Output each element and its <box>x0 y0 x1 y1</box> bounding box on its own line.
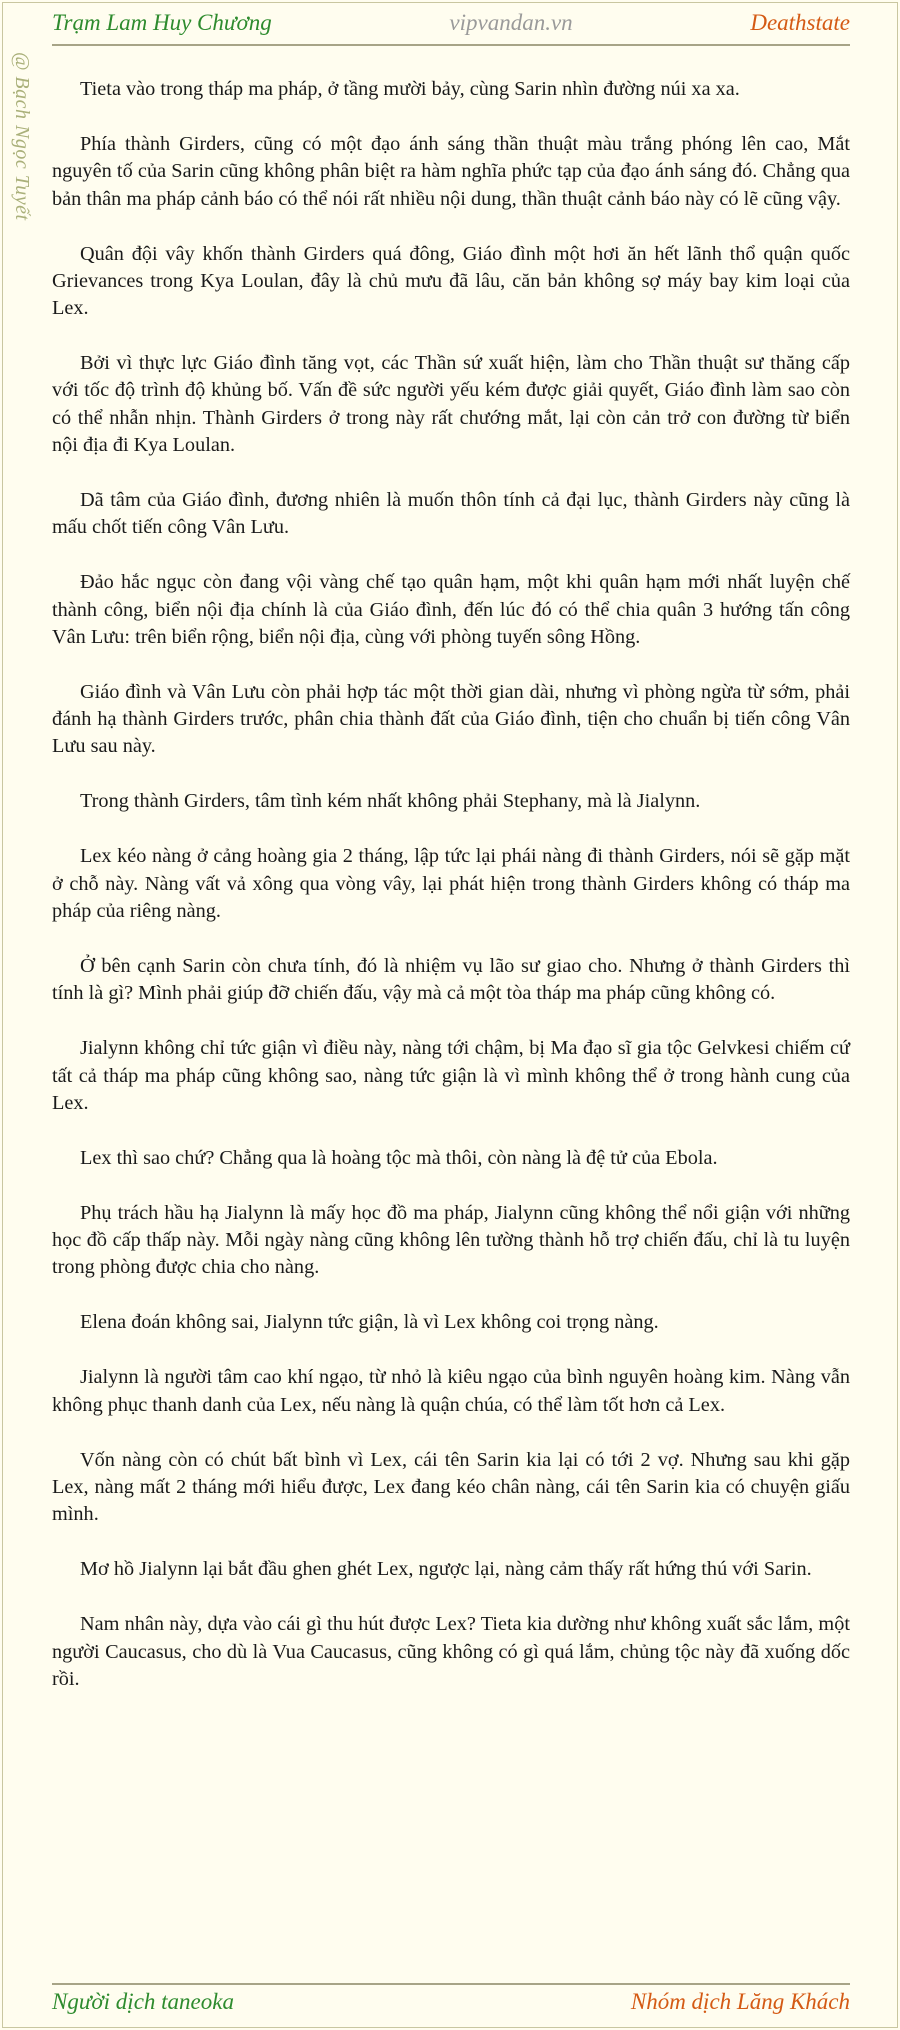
paragraph: Jialynn là người tâm cao khí ngạo, từ nhỏ là kiêu ngạo của bình nguyên hoàng kim. Nàng vẫn không phục thanh danh của Lex, nếu nàng là quận chúa, có thể làm tốt hơn cả Lex. <box>52 1366 850 1416</box>
paragraph: Phía thành Girders, cũng có một đạo ánh sáng thần thuật màu trắng phóng lên cao, Mắt nguyên tố của Sarin cũng không phân biệt ra hàm nghĩa phức tạp của đạo ánh sáng đó. Chẳng qua bản thân ma pháp cảnh báo có thể nói rất nhiều nội dung, thần thuật cảnh báo này có lẽ cũng vậy. <box>52 132 850 210</box>
chapter-text <box>52 76 850 1721</box>
paragraph: Lex kéo nàng ở cảng hoàng gia 2 tháng, lập tức lại phái nàng đi thành Girders, nói sẽ gặp mặt ở chỗ này. Nàng vất vả xông qua vòng vây, lại phát hiện trong thành Girders không có tháp ma pháp của riêng nàng. <box>52 845 850 923</box>
paragraph: Quân đội vây khốn thành Girders quá đông, Giáo đình một hơi ăn hết lãnh thổ quận quốc Grievances trong Kya Loulan, đây là chủ mưu đã lâu, căn bản không sợ máy bay kim loại của Lex. <box>52 242 850 320</box>
header-divider <box>52 44 850 46</box>
paragraph: Vốn nàng còn có chút bất bình vì Lex, cái tên Sarin kia lại có tới 2 vợ. Nhưng sau khi gặp Lex, nàng mất 2 tháng mới hiểu được, Lex đang kéo chân nàng, cái tên Sarin kia có chuyện giấu mình. <box>52 1448 850 1526</box>
side-watermark: @ Bạch Ngọc Tuyết <box>11 52 33 221</box>
paragraph: Đảo hắc ngục còn đang vội vàng chế tạo quân hạm, một khi quân hạm mới nhất luyện chế thành công, biển nội địa chính là của Giáo đình, đến lúc đó có thể chia quân 3 hướng tấn công Vân Lưu: trên biển rộng, biển nội địa, cùng với phòng tuyến sông Hồng. <box>52 571 850 648</box>
header-title: Trạm Lam Huy Chương <box>52 10 272 35</box>
page-footer <box>52 1985 850 2019</box>
paragraph: Tieta vào trong tháp ma pháp, ở tầng mười bảy, cùng Sarin nhìn đường núi xa xa. <box>80 78 740 100</box>
paragraph: Jialynn không chỉ tức giận vì điều này, nàng tới chậm, bị Ma đạo sĩ gia tộc Gelvkesi chiếm cứ tất cả tháp ma pháp cũng không sao, nàng tức giận là vì mình không thể ở trong hành cung của Lex. <box>52 1037 850 1114</box>
paragraph: Giáo đình và Vân Lưu còn phải hợp tác một thời gian dài, nhưng vì phòng ngừa từ sớm, phải đánh hạ thành Girders trước, phân chia thành đất của Giáo đình, tiện cho chuẩn bị tiến công Vân Lưu sau này. <box>52 680 850 758</box>
footer-translator: Người dịch taneoka <box>52 1989 234 2014</box>
paragraph: Bởi vì thực lực Giáo đình tăng vọt, các Thần sứ xuất hiện, làm cho Thần thuật sư thăng cấp với tốc độ trình độ khủng bố. Vấn đề sức người yếu kém được giải quyết, Giáo đình làm sao còn có thể nhẫn nhịn. Thành Girders ở trong này rất chướng mắt, lại còn cản trở con đường từ biển nội địa đi Kya Loulan. <box>52 352 850 457</box>
paragraph: Phụ trách hầu hạ Jialynn là mấy học đồ ma pháp, Jialynn cũng không thể nổi giận với những học đồ cấp thấp này. Mỗi ngày nàng cũng không lên tường thành hỗ trợ chiến đấu, chỉ là tu luyện trong phòng được chia cho nàng. <box>52 1201 850 1279</box>
paragraph: Trong thành Girders, tâm tình kém nhất không phải Stephany, mà là Jialynn. <box>80 790 701 813</box>
header-site-link[interactable]: vipvandan.vn <box>449 10 573 35</box>
page-header <box>52 6 850 40</box>
paragraph: Nam nhân này, dựa vào cái gì thu hút được Lex? Tieta kia dường như không xuất sắc lắm, một người Caucasus, cho dù là Vua Caucasus, cũng không có gì quá lắm, chủng tộc này đã xuống dốc rồi. <box>52 1613 850 1690</box>
header-author: Deathstate <box>750 10 850 35</box>
paragraph: Ở bên cạnh Sarin còn chưa tính, đó là nhiệm vụ lão sư giao cho. Nhưng ở thành Girders thì tính là gì? Mình phải giúp đỡ chiến đấu, vậy mà cả một tòa tháp ma pháp cũng không có. <box>52 955 850 1005</box>
footer-group: Nhóm dịch Lăng Khách <box>630 1989 850 2014</box>
paragraph: Elena đoán không sai, Jialynn tức giận, là vì Lex không coi trọng nàng. <box>80 1311 659 1334</box>
paragraph: Dã tâm của Giáo đình, đương nhiên là muốn thôn tính cả đại lục, thành Girders này cũng là mấu chốt tiến công Vân Lưu. <box>52 489 850 539</box>
paragraph: Lex thì sao chứ? Chẳng qua là hoàng tộc mà thôi, còn nàng là đệ tử của Ebola. <box>80 1146 718 1169</box>
paragraph: Mơ hồ Jialynn lại bắt đầu ghen ghét Lex, ngược lại, nàng cảm thấy rất hứng thú với Sarin. <box>80 1558 812 1581</box>
